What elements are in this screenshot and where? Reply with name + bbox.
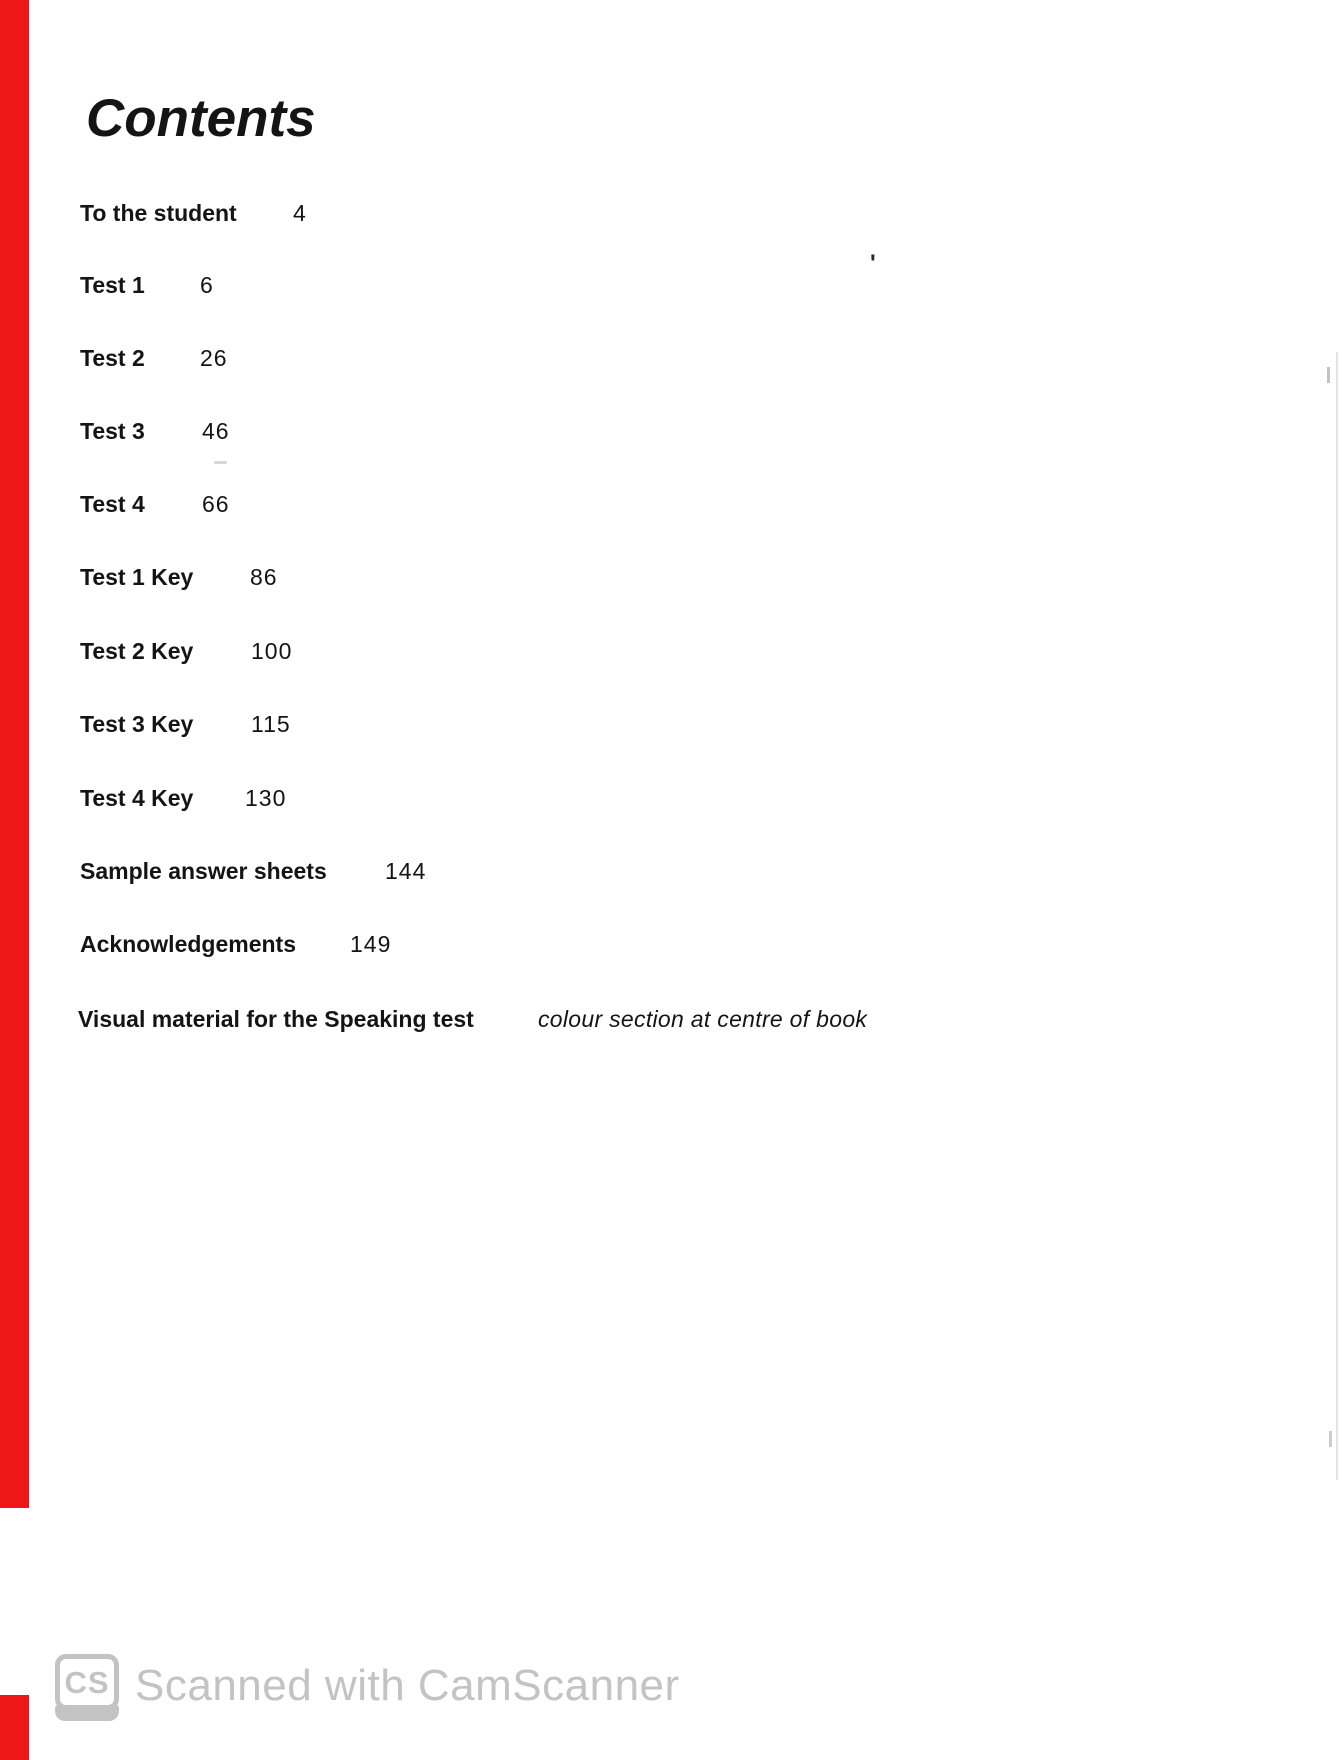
toc-entry-label: Test 3	[80, 418, 145, 444]
scan-edge-red-strip-top	[0, 0, 29, 1508]
camscanner-logo-icon	[55, 1654, 119, 1710]
toc-entry-page-number: 66	[202, 491, 230, 517]
toc-row	[80, 931, 392, 959]
toc-row	[78, 1006, 868, 1034]
toc-entry-label: Test 1 Key	[80, 564, 194, 590]
toc-entry-page-number: 115	[251, 711, 291, 737]
toc-entry-page-number: 144	[385, 858, 427, 884]
toc-row	[80, 564, 278, 592]
scan-speck	[1327, 367, 1330, 383]
page-title: Contents	[86, 89, 316, 148]
toc-entry-label: Test 4	[80, 491, 145, 517]
scan-speck	[1329, 1431, 1332, 1447]
toc-entry-label: Test 4 Key	[80, 785, 194, 811]
toc-row	[80, 711, 291, 739]
scan-edge-red-strip-bottom	[0, 1695, 29, 1760]
toc-entry-page-number: 149	[350, 931, 392, 957]
toc-entry-page-number: 100	[251, 638, 293, 664]
page-edge-shadow-line	[1336, 352, 1338, 1480]
toc-entry-note: colour section at centre of book	[538, 1006, 868, 1032]
toc-row	[80, 638, 293, 666]
toc-entry-label: To the student	[80, 200, 237, 226]
toc-entry-page-number: 86	[250, 564, 278, 590]
camscanner-logo-letters: CS	[64, 1665, 110, 1700]
toc-entry-label: Test 2	[80, 345, 145, 371]
toc-entry-label: Visual material for the Speaking test	[78, 1006, 474, 1032]
toc-entry-page-number: 130	[245, 785, 287, 811]
toc-entry-label: Test 2 Key	[80, 638, 194, 664]
toc-entry-page-number: 26	[200, 345, 228, 371]
toc-row	[80, 200, 307, 228]
toc-entry-label: Test 1	[80, 272, 145, 298]
toc-entry-page-number: 4	[293, 200, 307, 226]
toc-entry-label: Sample answer sheets	[80, 858, 327, 884]
toc-entry-page-number: 6	[200, 272, 214, 298]
toc-row	[80, 858, 427, 886]
stray-apostrophe-mark: '	[870, 250, 876, 277]
toc-row	[80, 785, 287, 813]
toc-row	[80, 418, 230, 446]
toc-entry-label: Test 3 Key	[80, 711, 194, 737]
scan-smudge	[214, 461, 227, 464]
toc-row	[80, 491, 230, 519]
watermark-text: Scanned with CamScanner	[135, 1661, 680, 1710]
toc-row	[80, 345, 228, 373]
toc-entry-label: Acknowledgements	[80, 931, 296, 957]
toc-row	[80, 272, 214, 300]
toc-entry-page-number: 46	[202, 418, 230, 444]
